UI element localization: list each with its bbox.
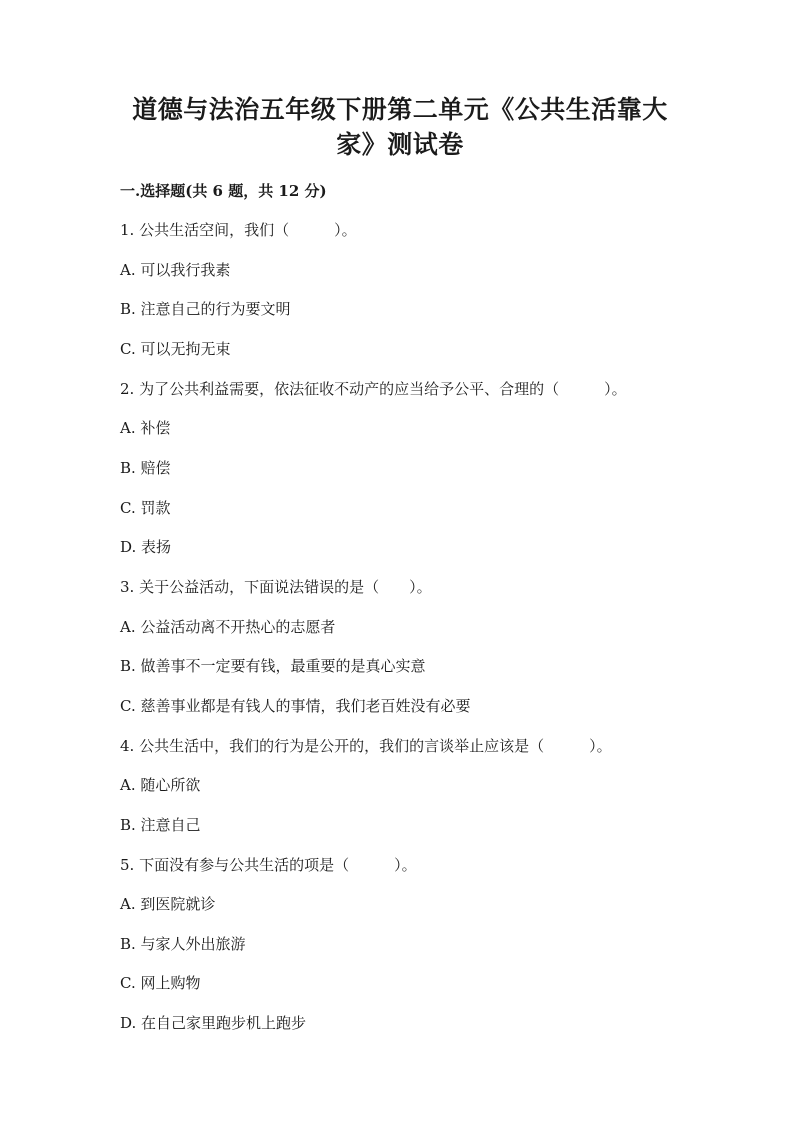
question-5-option-c: C. 网上购物 <box>120 974 201 992</box>
question-4-option-b: B. 注意自己 <box>120 816 201 834</box>
question-3-stem: 3. 关于公益活动，下面说法错误的是（ ）。 <box>120 578 432 596</box>
question-1-stem: 1. 公共生活空间，我们（ ）。 <box>120 221 357 239</box>
question-3-option-a: A. 公益活动离不开热心的志愿者 <box>120 618 336 636</box>
title-line-2: 家》测试卷 <box>336 130 464 159</box>
question-2-option-d: D. 表扬 <box>120 538 172 556</box>
question-2-option-a: A. 补偿 <box>120 419 171 437</box>
title-line-1: 道德与法治五年级下册第二单元《公共生活靠大 <box>132 95 668 124</box>
page-title <box>130 92 670 162</box>
question-5-option-d: D. 在自己家里跑步机上跑步 <box>120 1014 307 1032</box>
question-2-stem: 2. 为了公共利益需要，依法征收不动产的应当给予公平、合理的（ ）。 <box>120 380 627 398</box>
question-5-option-b: B. 与家人外出旅游 <box>120 935 246 953</box>
question-1-option-c: C. 可以无拘无束 <box>120 340 231 358</box>
question-3-option-c: C. 慈善事业都是有钱人的事情，我们老百姓没有必要 <box>120 697 471 715</box>
section-heading: 一.选择题(共 6 题，共 12 分) <box>120 182 327 200</box>
question-2-option-c: C. 罚款 <box>120 499 171 517</box>
question-5-stem: 5. 下面没有参与公共生活的项是（ ）。 <box>120 856 417 874</box>
question-2-option-b: B. 赔偿 <box>120 459 171 477</box>
question-1-option-b: B. 注意自己的行为要文明 <box>120 300 291 318</box>
question-3-option-b: B. 做善事不一定要有钱，最重要的是真心实意 <box>120 657 426 675</box>
question-1-option-a: A. 可以我行我素 <box>120 261 231 279</box>
question-5-option-a: A. 到医院就诊 <box>120 895 216 913</box>
question-4-stem: 4. 公共生活中，我们的行为是公开的，我们的言谈举止应该是（ ）。 <box>120 737 612 755</box>
question-4-option-a: A. 随心所欲 <box>120 776 201 794</box>
